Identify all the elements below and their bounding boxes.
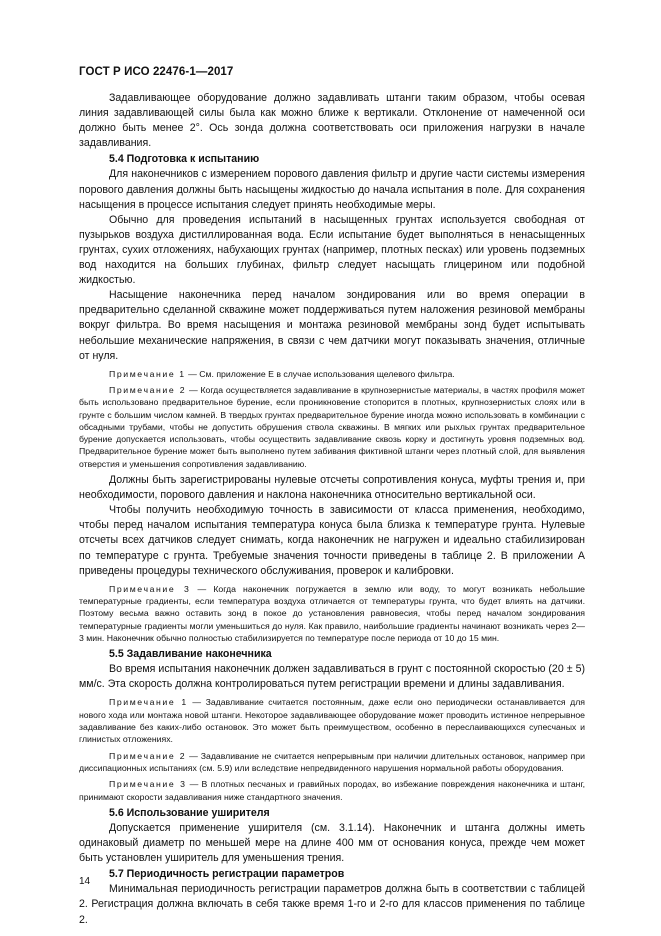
paragraph: Насыщение наконечника перед началом зондирования или во время операции в предварительно сделанной скважине может поддерживаться путем наложения резиновой мембраны вокруг фильтра. Во время насыщения и монтажа резиновой мембраны зонд будет испытывать небольшие механические напряжения, в связи с чем датчики могут показывать значения, отличные от нуля. bbox=[79, 289, 585, 362]
paragraph: Допускается применение уширителя (см. 3.1.14). Наконечник и штанга должны иметь одинаковый диаметр по меньшей мере на длине 400 мм от основания конуса, прежде чем может быть установлен уширитель для уменьшения трения. bbox=[79, 821, 585, 865]
note-label: Примечание 3 bbox=[109, 583, 191, 594]
section-5-6-heading: 5.6 Использование уширителя bbox=[109, 806, 270, 819]
note-text: — В плотных песчаных и гравийных породах, во избежание повреждения наконечника и штанг, принимают скорости задавливания ниже стандартного значения. bbox=[79, 779, 585, 802]
note bbox=[79, 778, 585, 803]
note bbox=[79, 583, 585, 644]
section-5-4-heading: 5.4 Подготовка к испытанию bbox=[109, 153, 260, 166]
note-text: — См. приложение Е в случае использования щелевого фильтра. bbox=[185, 368, 455, 379]
note-text: — Когда наконечник погружается в землю или воду, то могут возникать небольшие температурные градиенты, если температура воздуха отличается от температуры грунта, что будет влиять на датчики. Поэтому весьма важно оставить зонд в покое до установления равновесия, чтобы перед началом зондирования температурные градиенты могли уменьшиться до нуля. Как правило, наибольшие градиенты начинают возникать через 2—3 мин. Наконечник обычно полностью стабилизируется по температуре после периода от 10 до 15 мин. bbox=[79, 583, 585, 643]
section-5-5-heading: 5.5 Задавливание наконечника bbox=[109, 648, 272, 661]
note bbox=[79, 368, 585, 380]
paragraph: Минимальная периодичность регистрации параметров должна быть в соответствии с таблицей 2. Регистрация должна включать в себя также время 1-го и 2-го для классов применения по таблице 2. bbox=[79, 883, 585, 926]
note-label: Примечание 2 bbox=[109, 750, 187, 761]
note-label: Примечание 1 bbox=[109, 697, 188, 708]
note-label: Примечание 3 bbox=[109, 779, 187, 790]
note-label: Примечание 1 bbox=[109, 368, 186, 379]
paragraph: Для наконечников с измерением порового давления фильтр и другие части системы измерения порового давления должны быть насыщены жидкостью до начала испытания в поле. Для сохранения насыщения в процессе испытания следует принять необходимые меры. bbox=[79, 168, 585, 211]
section-5-7-heading: 5.7 Периодичность регистрации параметров bbox=[109, 868, 345, 881]
note-label: Примечание 2 bbox=[109, 384, 187, 395]
document-body bbox=[79, 91, 585, 928]
document-header: ГОСТ Р ИСО 22476-1—2017 bbox=[79, 66, 234, 78]
intro-paragraph: Задавливающее оборудование должно задавливать штанги таким образом, чтобы осевая линия задавливающей силы была как можно ближе к вертикали. Отклонение от намеченной оси должно быть менее 2°. Ось зонда должна соответствовать оси приложения нагрузки в начале задавливания. bbox=[79, 92, 585, 150]
paragraph: Обычно для проведения испытаний в насыщенных грунтах используется свободная от пузырьков воздуха дистиллированная вода. Если испытание будет выполняться в ненасыщенных грунтах, сухих отложениях, набухающих грунтах (например, плотных песках) или уровень подземных вод находится на больших глубинах, фильтр следует насыщать глицерином или подобной жидкостью. bbox=[79, 213, 585, 287]
paragraph: Во время испытания наконечник должен задавливаться в грунт с постоянной скоростью (20 ± 5) мм/с. Эта скорость должна контролироваться путем регистрации времени и длины задавливания. bbox=[79, 663, 585, 691]
note bbox=[79, 750, 585, 775]
paragraph: Должны быть зарегистрированы нулевые отсчеты сопротивления конуса, муфты трения и, при необходимости, порового давления и наклона наконечника относительно вертикальной оси. bbox=[79, 474, 585, 502]
paragraph: Чтобы получить необходимую точность в зависимости от класса применения, необходимо, чтобы перед началом испытания температура конуса была близка к температуре грунта. Нулевые отсчеты всех датчиков следует снимать, когда наконечник не нагружен и идеально стабилизирован по температуре с грунта. Требуемые значения точности приведены в таблице 2. В приложении А приведены процедуры технического обслуживания, проверок и калибровки. bbox=[79, 504, 585, 577]
note-text: — Когда осуществляется задавливание в крупнозернистые материалы, в частях профиля может быть использовано предварительное бурение, если проникновение стопорится в плотных, крупнозернистых слоях или в грунте с большим числом камней. В твердых грунтах предварительное бурение иногда можно использовать в комбинации с обсадными трубами, чтобы не допустить обрушения ствола скважины. В мягких или рыхлых грунтах предварительное бурение допускается использовать, чтобы осуществить задавливание сквозь корку и достигнуть уровня подземных вод. Предварительное бурение может быть выполнено путем забивания фиктивной штанги через плотный слой, для выявления отверстия и уменьшения сопротивления задавливанию. bbox=[79, 384, 586, 469]
note-text: — Задавливание не считается непрерывным при наличии длительных остановок, например при диссипационных испытаниях (см. 5.9) или вследствие непредвиденного нарушения нормальной работы оборудования. bbox=[79, 750, 585, 773]
note bbox=[79, 384, 585, 470]
note bbox=[79, 696, 585, 745]
page-number: 14 bbox=[79, 876, 91, 887]
note-text: — Задавливание считается постоянным, даже если оно периодически останавливается для нового хода или монтажа новой штанги. Некоторое задавливающее оборудование может проводить истинное непрерывное задавливание без каких-либо остановок. Это может быть преимуществом, особенно в переслаивающихся супесчаных и глинистых отложениях. bbox=[79, 697, 585, 745]
